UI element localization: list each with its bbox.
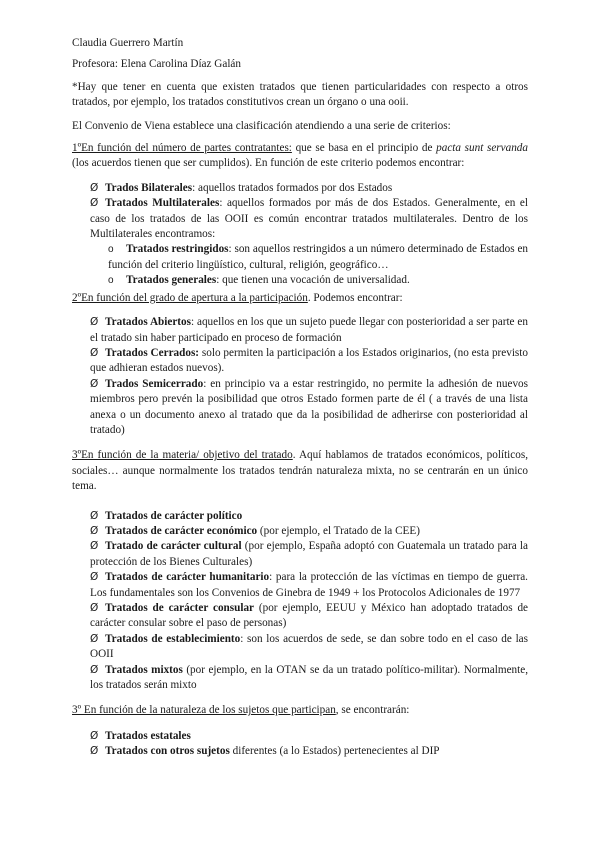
arrow-bullet-icon: Ø — [90, 197, 99, 210]
section-1-list — [72, 181, 528, 289]
arrow-bullet-icon: Ø — [90, 540, 99, 553]
list-item: Ø Tratados Abiertos: aquellos en los que un sujeto puede llegar con posterioridad a ser parte en el tratado sin haber participado en proceso de formación — [90, 316, 528, 344]
list-item: Ø Tratados Cerrados: solo permiten la participación a los Estados originarios, (no esta previsto que adhieran estados nuevos). — [90, 346, 528, 375]
section-1-heading: 1ºEn función del número de partes contratantes: — [72, 142, 292, 155]
list-item: Ø Tratados de establecimiento: son los acuerdos de sede, se dan sobre todo en el caso de las OOII — [90, 632, 528, 661]
list-item: Ø Tratados Multilaterales: aquellos formados por más de dos Estados. Generalmente, en el caso de los tratados de las OOII es común encontrar tratados multilaterales. Dentro de los Multilaterales encontramos: — [90, 197, 528, 241]
arrow-bullet-icon: Ø — [90, 602, 99, 614]
arrow-bullet-icon: Ø — [90, 181, 99, 194]
sub-list-item: o Tratados generales: que tienen una vocación de universalidad. — [108, 273, 528, 288]
section-1-text-a: que se basa en el principio de — [291, 142, 437, 155]
section-2-list — [72, 315, 528, 438]
arrow-bullet-icon: Ø — [90, 632, 99, 645]
arrow-bullet-icon: Ø — [90, 524, 99, 537]
intro-note: *Hay que tener en cuenta que existen tratados que tienen particularidades con respecto a otros tratados, por ejemplo, los tratados constitutivos crean un órgano o una ooii. — [72, 80, 528, 109]
list-item: Ø Tratados de carácter político — [90, 509, 528, 524]
section-3-paragraph: 3ºEn función de la materia/ objetivo del tratado. Aquí hablamos de tratados económicos, políticos, sociales… aunque normalmente los tratados tendrán naturaleza mixta, no se centrarán en un único tema. — [72, 449, 529, 493]
sub-list — [90, 242, 528, 288]
list-item: Ø Tratados mixtos (por ejemplo, en la OTAN se da un tratado político-militar). Normalmente, los tratados serán mixto — [90, 663, 529, 692]
arrow-bullet-icon: Ø — [90, 346, 99, 359]
list-item: Ø Tratados estatales — [90, 729, 528, 744]
arrow-bullet-icon: Ø — [90, 729, 99, 742]
list-item: Ø Tratados de carácter humanitario: para la protección de las víctimas en tiempo de guerra. Los fundamentales son los Convenios de Ginebra de 1949 + los Protocolos Adicionales de 1977 — [90, 571, 528, 599]
arrow-bullet-icon: Ø — [90, 316, 99, 329]
arrow-bullet-icon: Ø — [90, 745, 99, 758]
list-item: Ø Tratados con otros sujetos diferentes (a lo Estados) pertenecientes al DIP — [90, 744, 528, 759]
list-item: Ø Trados Semicerrado: en principio va a estar restringido, no permite la adhesión de nuevos miembros pero prevén la posibilidad que otros Estado formen parte de él ( a través de una lista anexa o un documento anexo al tratado que da la posibilidad de adherirse con posterioridad al tratado) — [90, 377, 529, 436]
sub-list-item: o Tratados restringidos: son aquellos restringidos a un número determinado de Estados en función del criterio lingüístico, cultural, religión, geográfico… — [108, 243, 529, 271]
arrow-bullet-icon: Ø — [90, 509, 99, 522]
section-1-text-b: (los acuerdos tienen que ser cumplidos). En función de este criterio podemos encontrar: — [72, 157, 465, 170]
section-3-heading: 3ºEn función de la materia/ objetivo del tratado — [72, 449, 293, 462]
section-3-list — [72, 509, 528, 694]
section-4-heading: 3º En función de la naturaleza de los sujetos que participan — [72, 704, 336, 717]
section-4-list — [72, 729, 528, 760]
list-item: Ø Tratado de carácter cultural (por ejemplo, España adoptó con Guatemala un tratado para la protección de los Bienes Culturales) — [90, 540, 528, 568]
professor-name: Profesora: Elena Carolina Díaz Galán — [72, 58, 241, 71]
convenio-paragraph: El Convenio de Viena establece una clasificación atendiendo a una serie de criterios: — [72, 119, 451, 132]
list-item: Ø Tratados de carácter consular (por ejemplo, EEUU y México han adoptado tratados de carácter consular sobre el paso de personas) — [90, 602, 529, 630]
circle-bullet-icon: o — [108, 244, 114, 256]
section-1-paragraph — [72, 141, 528, 172]
circle-bullet-icon: o — [108, 275, 114, 287]
arrow-bullet-icon: Ø — [90, 571, 99, 584]
latin-phrase: pacta sunt servanda — [436, 142, 528, 155]
list-item: Ø Tratados de carácter económico (por ejemplo, el Tratado de la CEE) — [90, 524, 528, 539]
list-item: Ø Trados Bilaterales: aquellos tratados formados por dos Estados — [90, 181, 528, 196]
arrow-bullet-icon: Ø — [90, 377, 99, 390]
section-2-heading: 2ºEn función del grado de apertura a la participación — [72, 291, 308, 304]
arrow-bullet-icon: Ø — [90, 663, 99, 676]
section-4-paragraph: 3º En función de la naturaleza de los sujetos que participan, se encontrarán: — [72, 704, 410, 717]
author-name: Claudia Guerrero Martín — [72, 37, 184, 49]
section-2-paragraph: 2ºEn función del grado de apertura a la participación. Podemos encontrar: — [72, 291, 403, 304]
